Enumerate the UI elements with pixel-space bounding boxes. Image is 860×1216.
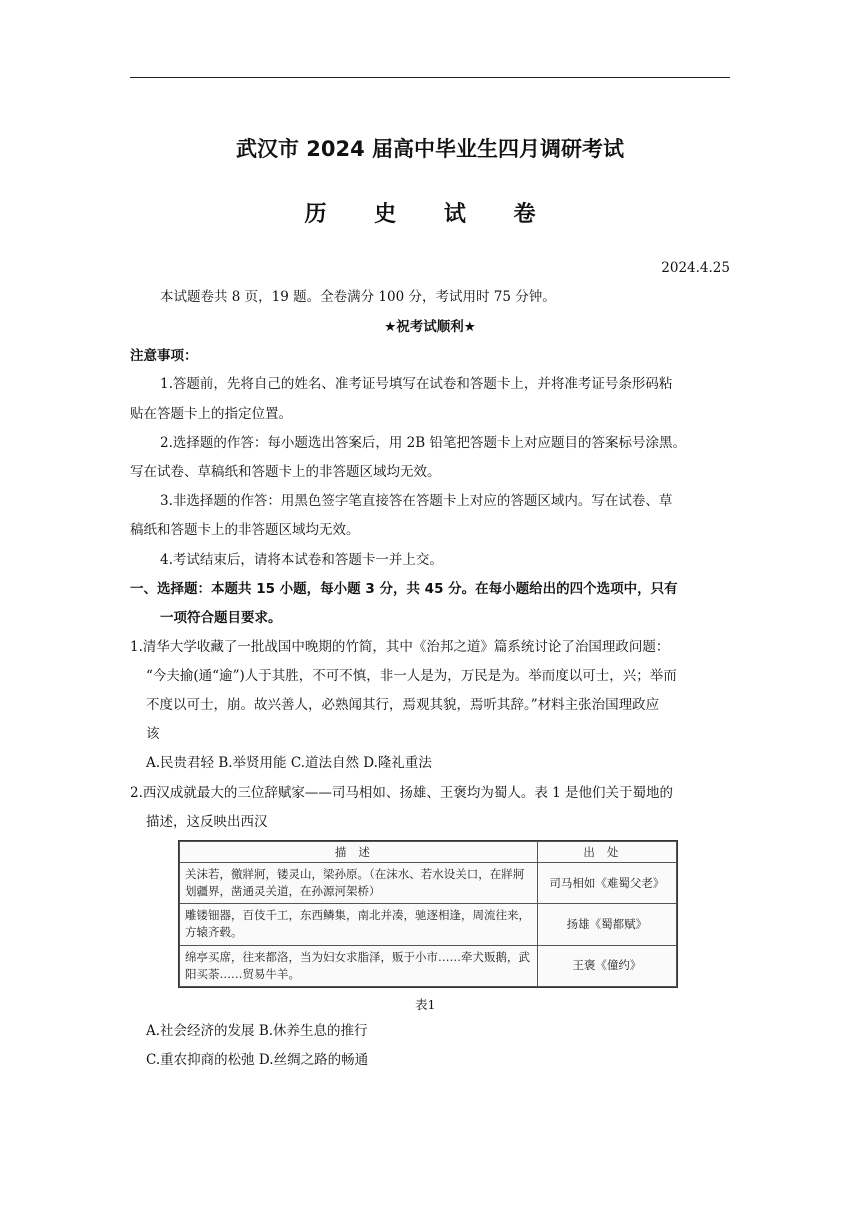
table-cell-description: 绵亭买席，往来都洛，当为妇女求脂泽，贩于小市……牵犬贩鹅，武阳买荼……贸易牛羊。: [180, 945, 538, 986]
notice-item-1-line-2: 贴在答题卡上的指定位置。: [130, 406, 292, 422]
q2-options-line-2: C.重农抑商的松弛 D.丝绸之路的畅通: [146, 1052, 369, 1068]
notice-item-3-line-1: 3.非选择题的作答：用黑色签字笔直接答在答题卡上对应的答题区域内。写在试卷、草: [160, 493, 673, 509]
table-header-row: [180, 842, 677, 863]
table-row: [180, 863, 677, 904]
table-header-source: 出处: [537, 842, 676, 863]
q2-line-1: 2.西汉成就最大的三位辞赋家——司马相如、扬雄、王褒均为蜀人。表 1 是他们关于蜀地的: [130, 785, 674, 801]
table-header-description: 描述: [180, 842, 538, 863]
table-cell-description: 雕镂钿器，百伎千工，东西鳞集，南北并凑，驰逐相逢，周流往来，方辕齐毂。: [180, 904, 538, 945]
table-1: [178, 840, 678, 988]
q1-line-2: “今夫揄(通“逾”)人于其胜，不可不慎，非一人是为，万民是为。举而度以可士，兴；举而: [146, 668, 677, 684]
table-row: [180, 904, 677, 945]
header-rule: [130, 77, 730, 78]
table-row: [180, 945, 677, 986]
exam-info: 本试题卷共 8 页，19 题。全卷满分 100 分，考试用时 75 分钟。: [160, 289, 556, 305]
q1-line-4: 该: [146, 726, 160, 742]
good-luck-line: ★祝考试顺利★: [384, 319, 476, 335]
q2-options-line-1: A.社会经济的发展 B.休养生息的推行: [146, 1023, 368, 1039]
notice-item-4: 4.考试结束后，请将本试卷和答题卡一并上交。: [160, 552, 443, 568]
exam-title: 武汉市 2024 届高中毕业生四月调研考试: [235, 137, 625, 161]
exam-subtitle: 历 史 试 卷: [304, 202, 556, 227]
q2-line-2: 描述，这反映出西汉: [146, 814, 268, 830]
notice-heading: 注意事项：: [130, 348, 198, 364]
exam-date: 2024.4.25: [661, 260, 730, 276]
section-heading-line-2: 一项符合题目要求。: [160, 610, 282, 626]
table-cell-description: 关沫若，徼牂牁，镂灵山，梁孙原。（在沫水、若水设关口，在牂牁划疆界，凿通灵关道，在孙源河架桥）: [180, 863, 538, 904]
q1-options: A.民贵君轻 B.举贤用能 C.道法自然 D.隆礼重法: [146, 755, 432, 771]
notice-item-3-line-2: 稿纸和答题卡上的非答题区域均无效。: [130, 522, 360, 538]
section-heading-line-1: 一、选择题：本题共 15 小题，每小题 3 分，共 45 分。在每小题给出的四个选项中，只有: [130, 581, 678, 597]
table-caption: 表1: [415, 997, 436, 1012]
notice-item-2-line-2: 写在试卷、草稿纸和答题卡上的非答题区域均无效。: [130, 464, 441, 480]
table-cell-source: 王褒《僮约》: [537, 945, 676, 986]
q1-line-3: 不度以可士，崩。故兴善人，必熟闻其行，焉观其貌，焉听其辞。”材料主张治国理政应: [146, 697, 660, 713]
notice-item-2-line-1: 2.选择题的作答：每小题选出答案后，用 2B 铅笔把答题卡上对应题目的答案标号涂黑。: [160, 435, 686, 451]
q1-line-1: 1.清华大学收藏了一批战国中晚期的竹简，其中《治邦之道》篇系统讨论了治国理政问题：: [130, 639, 670, 655]
table-cell-source: 扬雄《蜀都赋》: [537, 904, 676, 945]
table-cell-source: 司马相如《难蜀父老》: [537, 863, 676, 904]
notice-item-1-line-1: 1.答题前，先将自己的姓名、准考证号填写在试卷和答题卡上，并将准考证号条形码粘: [160, 376, 673, 392]
